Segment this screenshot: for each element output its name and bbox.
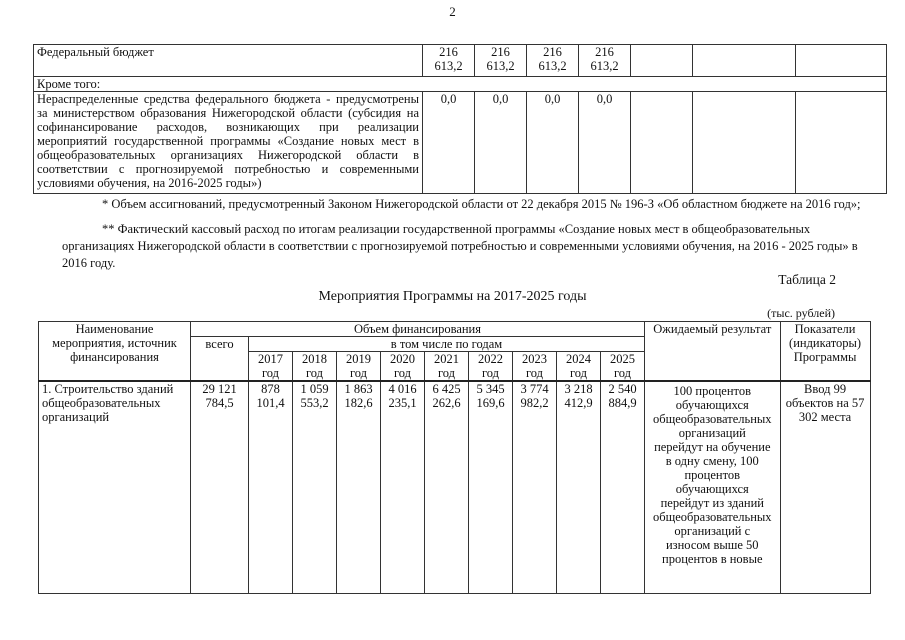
footnote-1: * Объем ассигнований, предусмотренный Законом Нижегородской области от 22 декабря 2015 № 196-З «Об областном бюджете на 2016 год»; — [102, 197, 861, 211]
row-indicators: Ввод 99 объектов на 57 302 места — [780, 381, 870, 593]
table-row — [34, 77, 887, 92]
cell-value: 0,0 — [527, 92, 579, 194]
cell-empty — [796, 45, 887, 77]
header-total: всего — [191, 337, 249, 382]
budget-table — [33, 44, 887, 194]
cell-value: 216 613,2 — [579, 45, 631, 77]
row-year-value: 2 540 884,9 — [601, 381, 645, 593]
row-name: 1. Строительство зданий общеобразовательных организаций — [39, 381, 191, 593]
header-financing: Объем финансирования — [191, 322, 645, 337]
header-name: Наименование мероприятия, источник финансирования — [39, 322, 191, 382]
footnote-2: ** Фактический кассовый расход по итогам реализации государственной программы «Создание новых мест в общеобразовательных организациях Нижегородской области в соответствии с прогнозируемой потребностью и современными условиями обучения, на 2016 - 2025 годы» в 2016 году. — [62, 222, 858, 270]
header-year: 2022 год — [469, 352, 513, 382]
header-year: 2017 год — [249, 352, 293, 382]
table-row — [34, 45, 887, 77]
cell-value: 0,0 — [423, 92, 475, 194]
row-expected: 100 процентов обучающихся общеобразовательных организаций перейдут на обучение в одну смену, 100 процентов обучающихся перейдут из зданий общеобразовательных организаций с износом выше 50 процентов в новые — [645, 381, 781, 593]
cell-value: 0,0 — [579, 92, 631, 194]
cell-empty — [693, 45, 796, 77]
row-label: Кроме того: — [34, 77, 887, 92]
cell-value: 216 613,2 — [527, 45, 579, 77]
table-title: Мероприятия Программы на 2017-2025 годы — [318, 289, 587, 304]
header-expected: Ожидаемый результат — [645, 322, 781, 382]
page-number: 2 — [449, 4, 456, 19]
row-year-value: 878 101,4 — [249, 381, 293, 593]
table-row — [34, 92, 887, 194]
header-year: 2018 год — [293, 352, 337, 382]
table-row — [39, 381, 871, 593]
row-year-value: 3 218 412,9 — [557, 381, 601, 593]
cell-value: 216 613,2 — [475, 45, 527, 77]
table-label: Таблица 2 — [778, 272, 836, 287]
header-year: 2024 год — [557, 352, 601, 382]
header-year: 2023 год — [513, 352, 557, 382]
header-year: 2025 год — [601, 352, 645, 382]
header-by-years: в том числе по годам — [249, 337, 645, 352]
row-year-value: 1 863 182,6 — [337, 381, 381, 593]
cell-empty — [796, 92, 887, 194]
cell-empty — [631, 92, 693, 194]
row-label: Федеральный бюджет — [34, 45, 423, 77]
row-year-value: 6 425 262,6 — [425, 381, 469, 593]
cell-empty — [631, 45, 693, 77]
row-label: Нераспределенные средства федерального бюджета - предусмотрены за министерством образования Нижегородской области (субсидия на софинансирование расходов, возникающих при реализации мероприятий государственной программы «Создание новых мест в общеобразовательных организациях Нижегородской области в соответствии с прогнозируемой потребностью и современными условиями обучения, на 2016-2025 годы») — [34, 92, 423, 194]
header-indicators: Показатели (индикаторы) Программы — [780, 322, 870, 382]
units-label: (тыс. рублей) — [767, 306, 835, 320]
header-year: 2019 год — [337, 352, 381, 382]
header-year: 2021 год — [425, 352, 469, 382]
row-year-value: 3 774 982,2 — [513, 381, 557, 593]
row-total: 29 121 784,5 — [191, 381, 249, 593]
row-year-value: 1 059 553,2 — [293, 381, 337, 593]
cell-value: 216 613,2 — [423, 45, 475, 77]
header-year: 2020 год — [381, 352, 425, 382]
cell-value: 0,0 — [475, 92, 527, 194]
row-year-value: 5 345 169,6 — [469, 381, 513, 593]
cell-empty — [693, 92, 796, 194]
row-year-value: 4 016 235,1 — [381, 381, 425, 593]
program-table — [38, 321, 871, 594]
